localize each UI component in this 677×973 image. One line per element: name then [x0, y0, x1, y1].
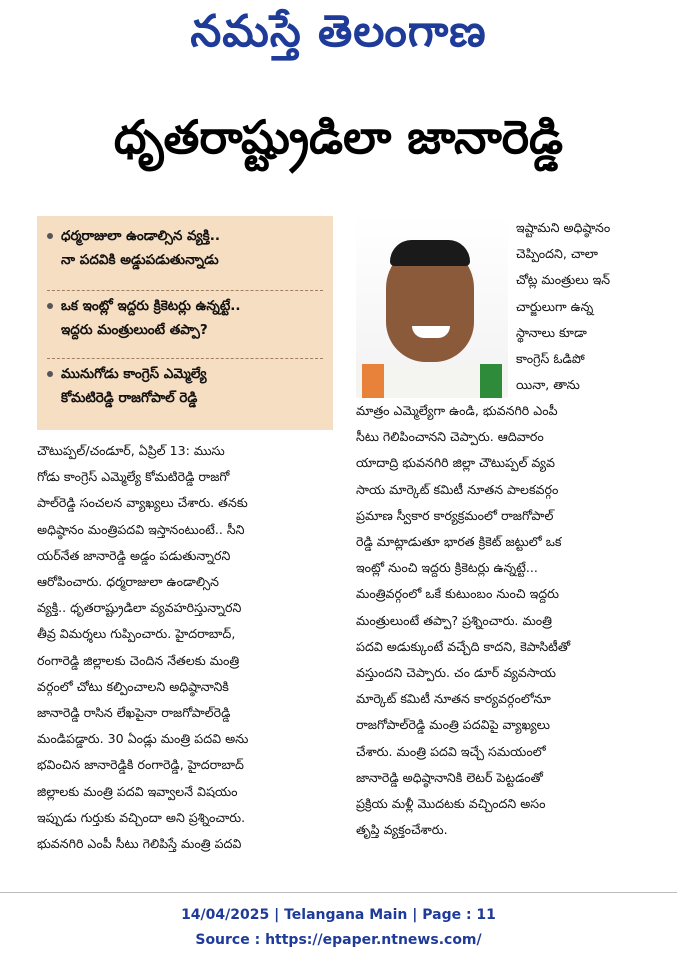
text-line: వస్తుందని చెప్పారు. చం డూర్ వ్యవసాయ — [356, 665, 556, 681]
divider — [47, 358, 323, 359]
text-line: జానారెడ్డి అధిష్ఠానానికి లెటర్ పెట్టడంతో — [356, 769, 543, 785]
text-line: సీటు గెలిపించానని చెప్పారు. ఆదివారం — [356, 429, 544, 445]
right-column-text — [356, 398, 668, 843]
text-line: మాత్రం ఎమ్మెల్యేగా ఉండి, భువనగిరి ఎంపీ — [356, 403, 558, 418]
text-line: అధిష్ఠానం మంత్రిపదవి ఇస్తానంటుంటే.. సీని — [37, 521, 245, 537]
text-line: వర్గంలో చోటు కల్పించాలని అధిష్ఠానానికి — [37, 678, 229, 694]
left-column-text — [37, 438, 337, 857]
text-line: మండిపడ్డారు. 30 ఏండ్లు మంత్రి పదవి అను — [37, 731, 249, 747]
photo-scarf-saffron — [362, 364, 384, 398]
photo-smile — [412, 326, 450, 338]
highlight-line1: ఒక ఇంట్లో ఇద్దరు క్రికెటర్లు ఉన్నట్టే.. — [61, 298, 241, 314]
text-line: పదవి అడుక్కుంటే వచ్చేది కాదని, కెపాసిటీతో — [356, 638, 571, 654]
photo-scarf-green — [480, 364, 502, 398]
text-line: జానారెడ్డి రాసిన లేఖపైనా రాజగోపాల్‌రెడ్డి — [37, 705, 231, 721]
text-line: ఇంట్లో నుంచి ఇద్దరు క్రికెటర్లు ఉన్నట్టే... — [356, 560, 538, 576]
highlight-line1: ధర్మరాజులా ఉండాల్సిన వ్యక్తి.. — [61, 228, 220, 244]
bullet-icon — [47, 303, 53, 309]
text-line: రెడ్డి మాట్లాడుతూ భారత క్రికెట్ జట్టులో ఒక — [356, 534, 562, 550]
text-line: రాజగోపాల్‌రెడ్డి మంత్రి పదవిపై వ్యాఖ్యలు — [356, 717, 550, 733]
highlight-line1: మునుగోడు కాంగ్రెస్ ఎమ్మెల్యే — [61, 366, 207, 382]
text-line: గోడు కాంగ్రెస్ ఎమ్మెల్యే కోమటిరెడ్డి రాజగో — [37, 469, 230, 485]
text-line: యాదాద్రి భువనగిరి జిల్లా చౌటుప్పల్ వ్యవ — [356, 455, 555, 471]
text-line: తృప్తి వ్యక్తంచేశారు. — [356, 822, 448, 838]
text-line: యర్‌నేత జానారెడ్డి అడ్డం పడుతున్నారని — [37, 547, 231, 563]
highlight-item — [47, 294, 241, 342]
politician-photo — [356, 214, 508, 398]
photo-hair — [390, 240, 470, 266]
highlights-box — [37, 216, 333, 430]
text-line: స్థానాలు కూడా — [516, 324, 587, 340]
text-line: వ్యక్తి.. ధృతరాష్ట్రుడిలా వ్యవహరిస్తున్నారని — [37, 600, 242, 616]
text-line: చెప్పిందని, చాలా — [516, 246, 598, 262]
highlight-item — [47, 362, 207, 410]
footer-source-link[interactable]: Source : https://epaper.ntnews.com/ — [195, 932, 482, 948]
text-line: భువనగిరి ఎంపీ సీటు గెలిపిస్తే మంత్రి పదవి — [37, 836, 242, 852]
text-line: ప్రక్రియ మళ్లీ మొదటకు వచ్చిందని అసం — [356, 796, 546, 812]
text-line: కాంగ్రెస్ ఓడిపో — [516, 351, 585, 367]
masthead-title: నమస్తే తెలంగాణ — [190, 6, 487, 57]
text-line: చౌటుప్పల్/చండూర్, ఏప్రిల్ 13: ముసు — [37, 443, 225, 458]
text-line: ఆరోపించారు. ధర్మరాజులా ఉండాల్సిన — [37, 574, 220, 590]
highlight-line2: నా పదవికి అడ్డుపడుతున్నాడు — [61, 252, 219, 268]
highlight-item — [47, 224, 220, 272]
text-line: ఇష్టామని అధిష్ఠానం — [516, 220, 611, 235]
footer-edition-info: 14/04/2025 | Telangana Main | Page : 11 — [181, 907, 496, 923]
text-line: ఇప్పుడు గుర్తుకు వచ్చిందా అని ప్రశ్నించారు. — [37, 809, 246, 825]
text-line: మంత్రివర్గంలో ఒకే కుటుంబం నుంచి ఇద్దరు — [356, 586, 559, 602]
text-line: జిల్లాలకు మంత్రి పదవి ఇవ్వాలనే విషయం — [37, 783, 238, 799]
divider — [47, 290, 323, 291]
text-line: ప్రమాణ స్వీకార కార్యక్రమంలో రాజగోపాల్ — [356, 507, 554, 523]
text-line: మంత్రులుంటే తప్పా? ప్రశ్నించారు. మంత్రి — [356, 612, 552, 628]
highlight-line2: ఇద్దరు మంత్రులుంటే తప్పా? — [61, 322, 208, 338]
text-line: పాల్‌రెడ్డి సంచలన వ్యాఖ్యలు చేశారు. తనకు — [37, 495, 248, 511]
text-line: భవించిన జానారెడ్డికి రంగారెడ్డి, హైదరాబాద్ — [37, 757, 244, 773]
text-line: రంగారెడ్డి జిల్లాలకు చెందిన నేతలకు మంత్రి — [37, 652, 240, 668]
text-line: చేశారు. మంత్రి పదవి ఇచ్చే సమయంలో — [356, 743, 546, 759]
footer-divider — [0, 892, 677, 893]
text-line: చోట్ల మంత్రులు ఇన్ — [516, 272, 611, 288]
text-line: యినా, తాను — [516, 377, 580, 393]
right-beside-photo-text — [516, 215, 666, 398]
bullet-icon — [47, 371, 53, 377]
article-headline: ధృతరాష్ట్రుడిలా జానారెడ్డి — [113, 110, 564, 164]
text-line: చార్జులుగా ఉన్న — [516, 298, 594, 314]
highlight-line2: కోమటిరెడ్డి రాజగోపాల్ రెడ్డి — [61, 390, 198, 406]
bullet-icon — [47, 233, 53, 239]
text-line: మార్కెట్ కమిటీ నూతన కార్యవర్గంలోనూ — [356, 691, 551, 707]
text-line: తీవ్ర విమర్శలు గుప్పించారు. హైదరాబాద్, — [37, 626, 236, 642]
text-line: సాయ మార్కెట్ కమిటీ నూతన పాలకవర్గం — [356, 481, 559, 497]
